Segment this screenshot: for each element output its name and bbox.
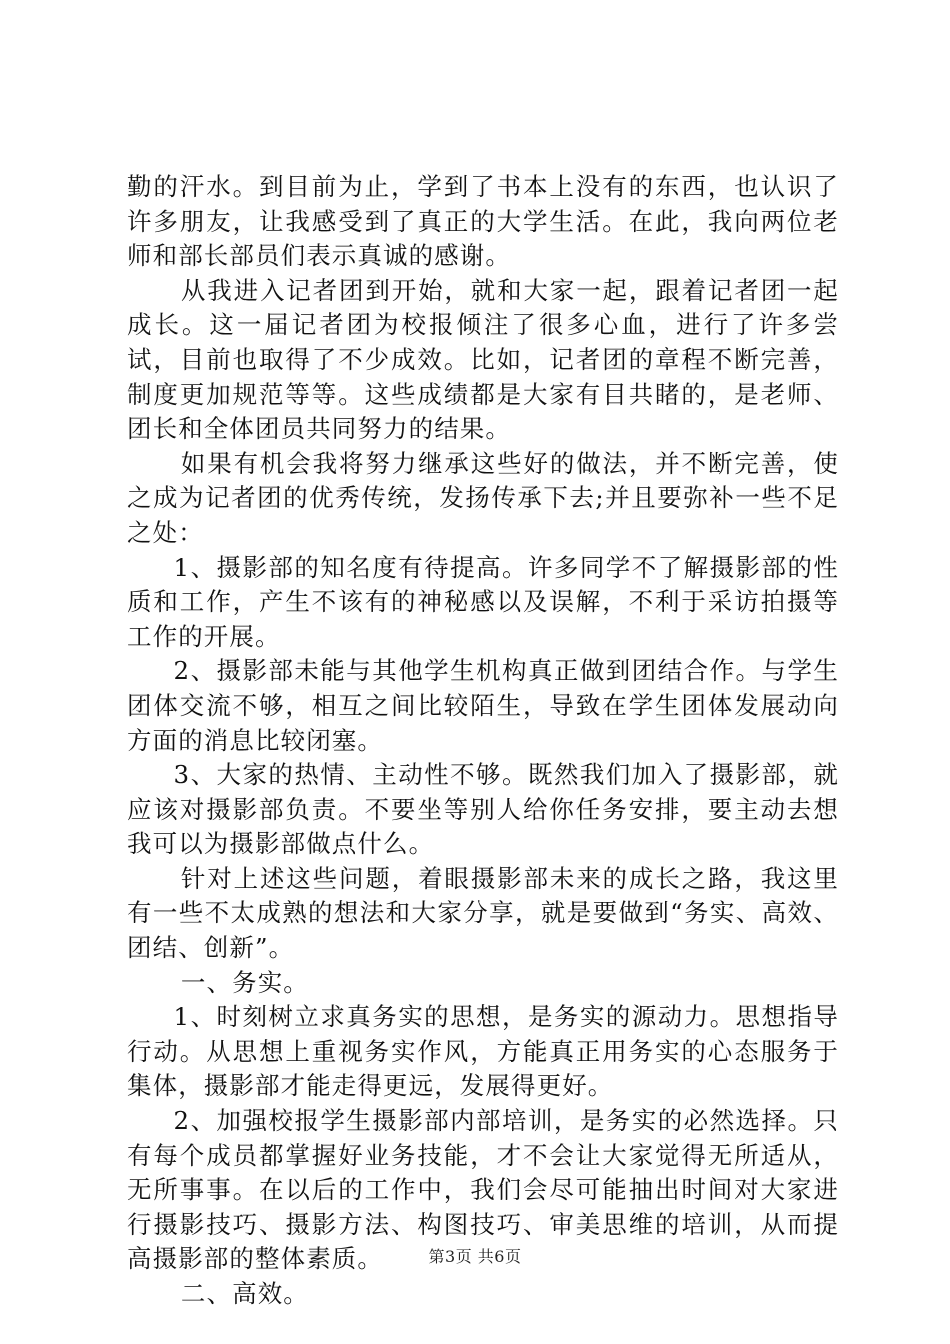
page-number-footer: 第3页 共6页 — [428, 1247, 522, 1266]
document-body — [127, 170, 839, 1312]
section-heading-pragmatic: 一、务实。 — [180, 967, 309, 997]
paragraph-continuation: 勤的汗水。到目前为止，学到了书本上没有的东西，也认识了许多朋友，让我感受到了真正的大学生活。在此，我向两位老师和部长部员们表示真诚的感谢。 — [127, 172, 839, 271]
paragraph-pragmatic-2: 2、加强校报学生摄影部内部培训，是务实的必然选择。只有每个成员都掌握好业务技能，才不会让大家觉得无所适从，无所事事。在以后的工作中，我们会尽可能抽出时间对大家进行摄影技巧、摄影方法、构图技巧、审美思维的培训，从而提高摄影部的整体素质。 — [127, 1106, 839, 1274]
paragraph-issue-3: 3、大家的热情、主动性不够。既然我们加入了摄影部，就应该对摄影部负责。不要坐等别人给你任务安排，要主动去想我可以为摄影部做点什么。 — [127, 760, 839, 859]
paragraph-issue-2: 2、摄影部未能与其他学生机构真正做到团结合作。与学生团体交流不够，相互之间比较陌生，导致在学生团体发展动向方面的消息比较闭塞。 — [127, 656, 839, 755]
section-heading-efficient: 二、高效。 — [180, 1279, 309, 1308]
paragraph-pragmatic-1: 1、时刻树立求真务实的思想，是务实的源动力。思想指导行动。从思想上重视务实作风，方能真正用务实的心态服务于集体，摄影部才能走得更远，发展得更好。 — [127, 1002, 839, 1101]
paragraph-reporter-team-growth: 从我进入记者团到开始，就和大家一起，跟着记者团一起成长。这一届记者团为校报倾注了很多心血，进行了许多尝试，目前也取得了不少成效。比如，记者团的章程不断完善，制度更加规范等等。这些成绩都是大家有目共睹的，是老师、团长和全体团员共同努力的结果。 — [127, 275, 839, 444]
paragraph-inherit-and-improve: 如果有机会我将努力继承这些好的做法，并不断完善，使之成为记者团的优秀传统，发扬传承下去;并且要弥补一些不足之处： — [127, 448, 839, 547]
paragraph-proposal-intro: 针对上述这些问题，着眼摄影部未来的成长之路，我这里有一些不太成熟的想法和大家分享，就是要做到“务实、高效、团结、创新”。 — [127, 863, 839, 963]
paragraph-issue-1: 1、摄影部的知名度有待提高。许多同学不了解摄影部的性质和工作，产生不该有的神秘感以及误解，不利于采访拍摄等工作的开展。 — [127, 552, 839, 651]
